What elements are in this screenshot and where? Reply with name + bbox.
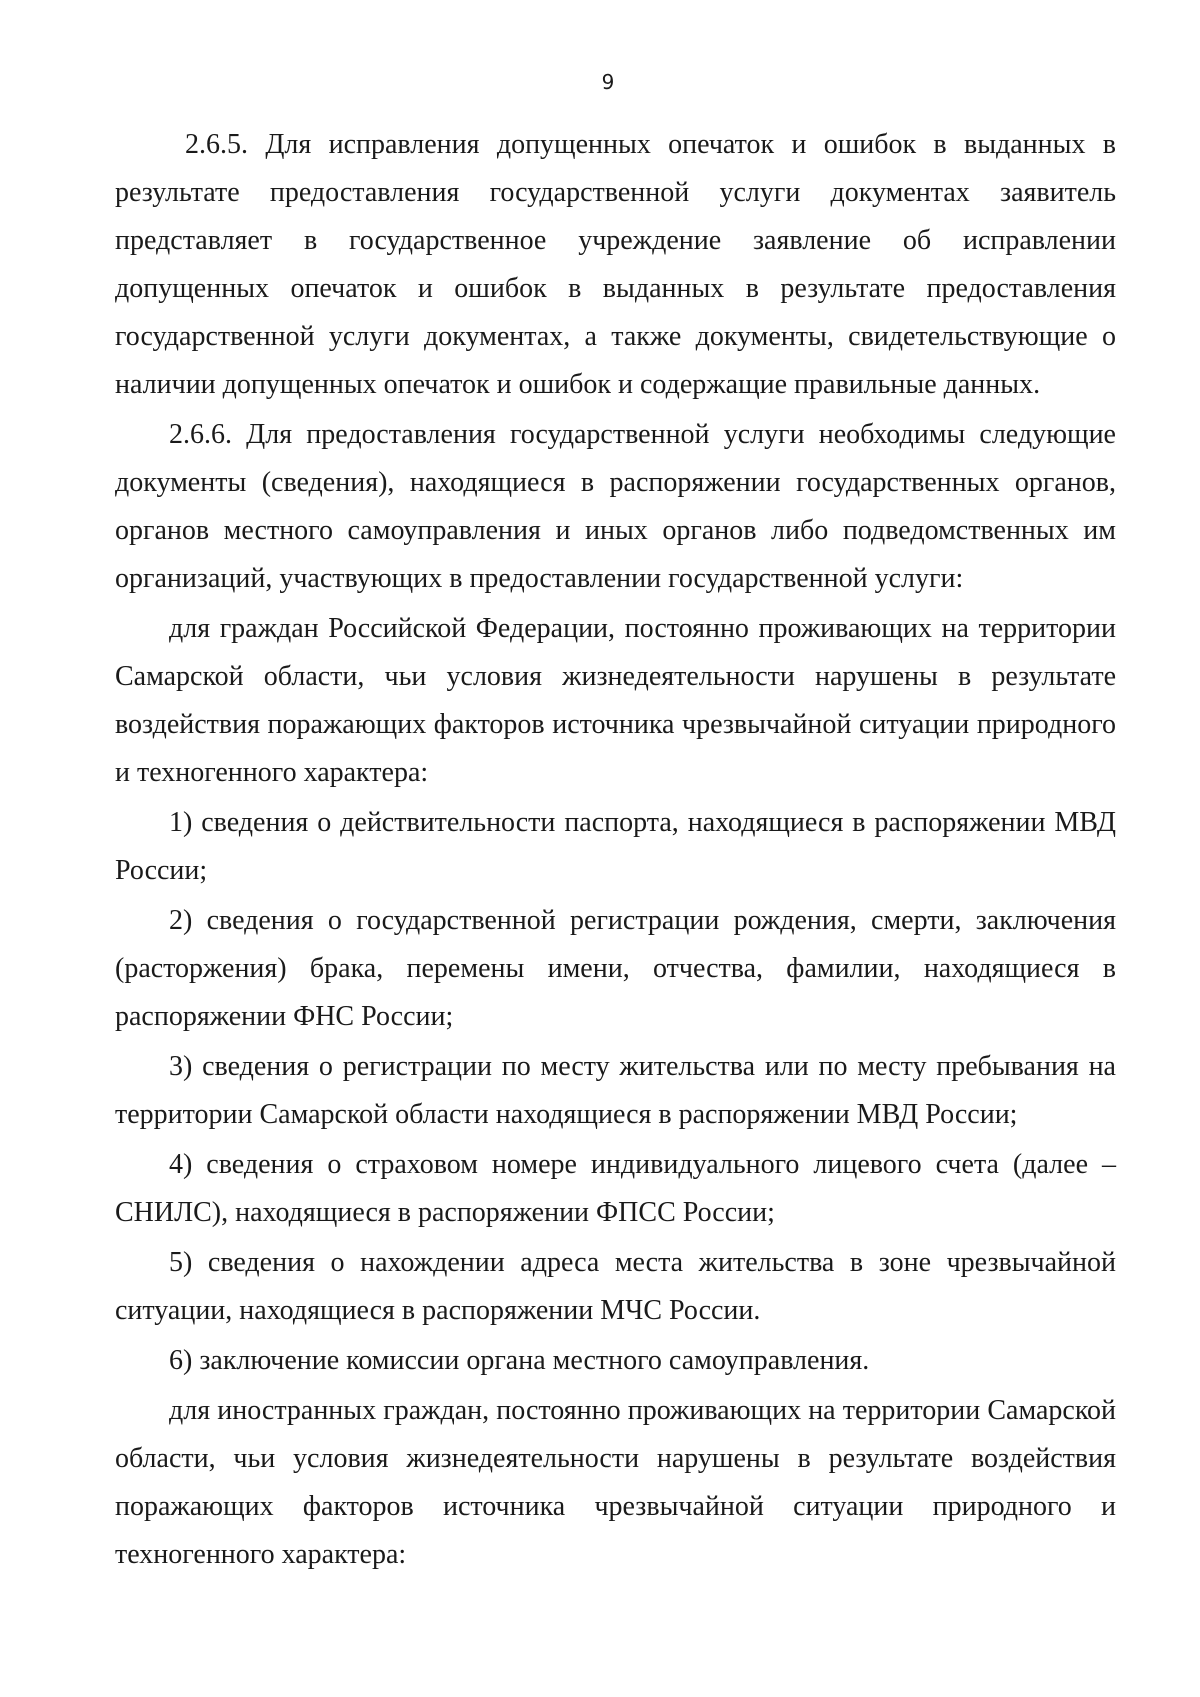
list-item-6: 6) заключение комиссии органа местного самоуправления. (169, 1345, 870, 1376)
list-item-3: 3) сведения о регистрации по месту жительства или по месту пребывания на территории Самарской области находящиеся в распоряжении МВД России; (115, 1051, 1116, 1130)
page-number: 9 (601, 70, 615, 94)
paragraph-russian-citizens: для граждан Российской Федерации, постоянно проживающих на территории Самарской области, чьи условия жизнедеятельности нарушены в результате воздействия поражающих факторов источника чрезвычайной ситуации природного и техногенного характера: (115, 613, 1116, 788)
list-item-5: 5) сведения о нахождении адреса места жительства в зоне чрезвычайной ситуации, находящиеся в распоряжении МЧС России. (115, 1247, 1116, 1326)
paragraph-2-6-6: 2.6.6. Для предоставления государственной услуги необходимы следующие документы (сведения), находящиеся в распоряжении государственных органов, органов местного самоуправления и иных органов либо подведомственных им организаций, участвующих в предоставлении государственной услуги: (115, 419, 1116, 594)
list-item-4: 4) сведения о страховом номере индивидуального лицевого счета (далее – СНИЛС), находящиеся в распоряжении ФПСС России; (115, 1149, 1116, 1228)
list-item-1: 1) сведения о действительности паспорта, находящиеся в распоряжении МВД России; (115, 807, 1116, 886)
paragraph-2-6-5: 2.6.5. Для исправления допущенных опечаток и ошибок в выданных в результате предоставления государственной услуги документах заявитель представляет в государственное учреждение заявление об исправлении допущенных опечаток и ошибок в выданных в результате предоставления государственной услуги документах, а также документы, свидетельствующие о наличии допущенных опечаток и ошибок и содержащие правильные данных. (115, 129, 1116, 400)
list-item-2: 2) сведения о государственной регистрации рождения, смерти, заключения (расторжения) брака, перемены имени, отчества, фамилии, находящиеся в распоряжении ФНС России; (115, 905, 1116, 1032)
document-body (115, 121, 1116, 1579)
paragraph-foreign-citizens: для иностранных граждан, постоянно проживающих на территории Самарской области, чьи условия жизнедеятельности нарушены в результате воздействия поражающих факторов источника чрезвычайной ситуации природного и техногенного характера: (115, 1395, 1116, 1570)
